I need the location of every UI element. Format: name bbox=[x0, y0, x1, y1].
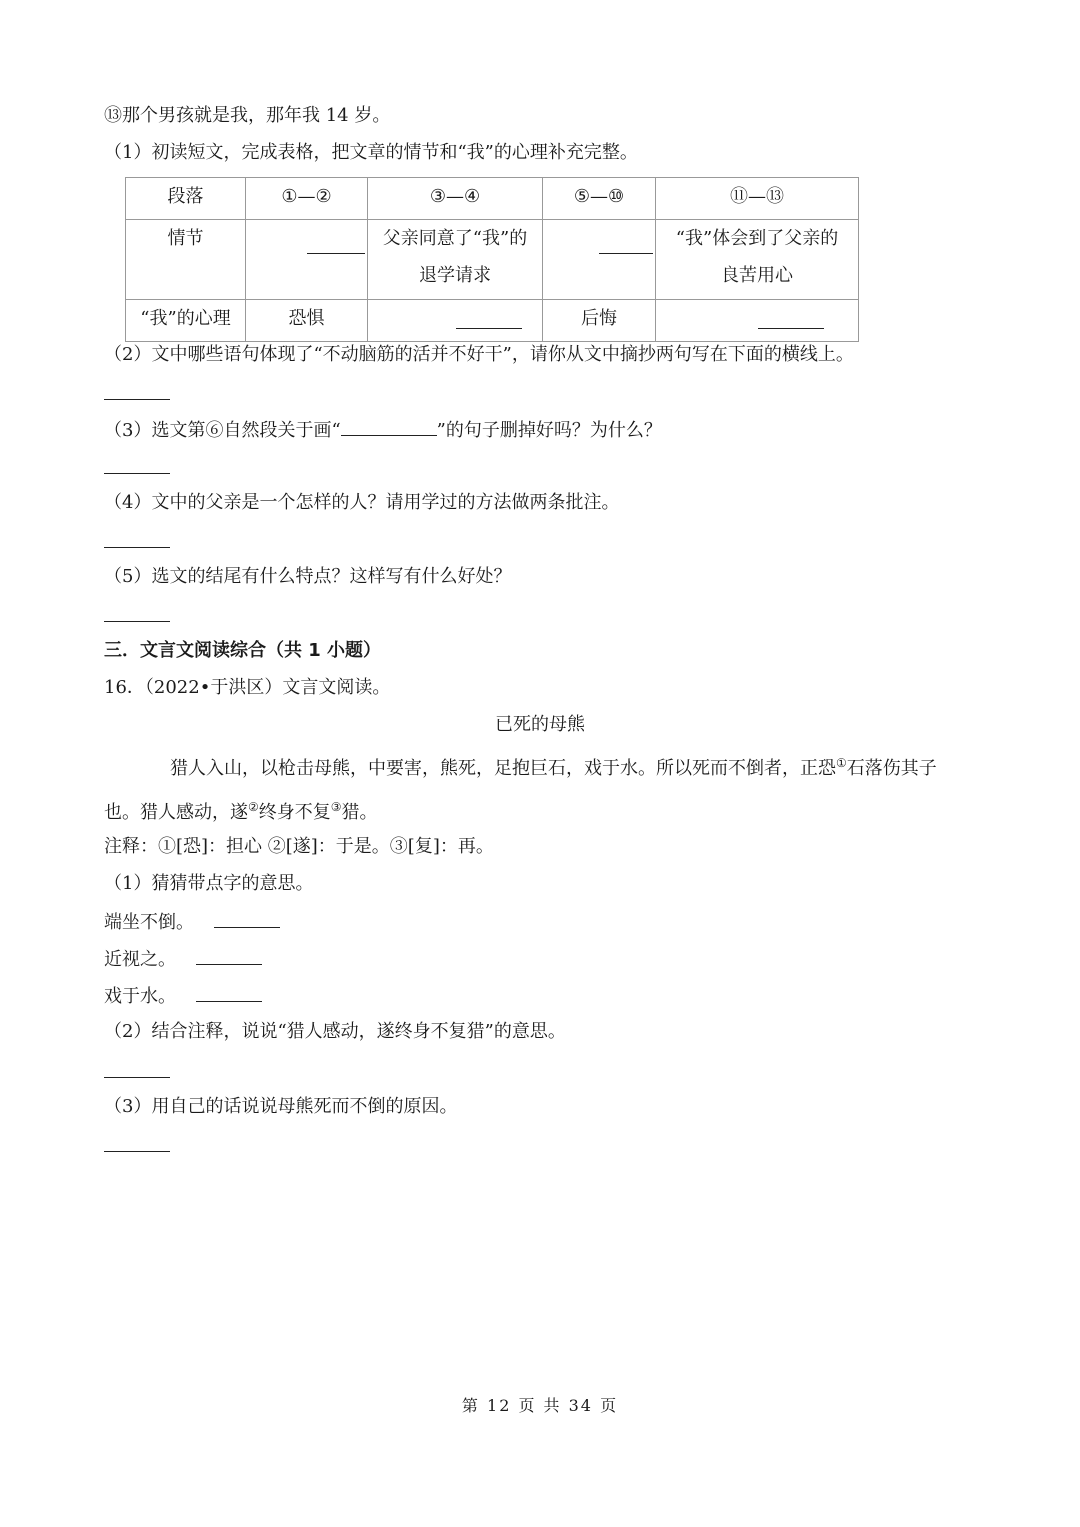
note-mark: ③ bbox=[330, 800, 342, 814]
table-header-cell: 段落 bbox=[167, 186, 204, 207]
word-item-a bbox=[104, 909, 280, 935]
section-heading: 三．文言文阅读综合（共 1 小题） bbox=[104, 640, 382, 661]
passage-text: 猎人入山，以枪击母熊，中要害，熊死，足抱巨石，戏于水。所以死而不倒者，正恐 bbox=[170, 758, 836, 779]
plot-cell-2-line1: 父亲同意了“我”的 bbox=[382, 228, 528, 249]
answer-blank[interactable] bbox=[341, 417, 437, 436]
passage-title: 已死的母熊 bbox=[495, 714, 585, 735]
plot-cell-4-line1: “我”体会到了父亲的 bbox=[675, 228, 839, 249]
answer-blank[interactable] bbox=[599, 235, 653, 254]
answer-line[interactable] bbox=[104, 473, 170, 474]
question-16: 16．（2022•于洪区）文言文阅读。 bbox=[104, 677, 391, 698]
word-question-1: （1）猜猜带点字的意思。 bbox=[104, 873, 314, 894]
answer-blank[interactable] bbox=[196, 983, 262, 1002]
answer-blank[interactable] bbox=[214, 909, 280, 928]
word-text: 戏于水。 bbox=[104, 986, 176, 1007]
page-footer: 第 12 页 共 34 页 bbox=[461, 1396, 619, 1415]
word-item-c bbox=[104, 983, 262, 1009]
plot-table bbox=[125, 177, 859, 342]
row-label-mind: “我”的心理 bbox=[140, 308, 231, 329]
paragraph-13: ⑬那个男孩就是我，那年我 14 岁。 bbox=[104, 105, 391, 126]
row-label-plot: 情节 bbox=[167, 228, 204, 249]
question-5: （5）选文的结尾有什么特点？这样写有什么好处？ bbox=[104, 566, 512, 587]
passage-text: 猎。 bbox=[341, 802, 378, 823]
table-header-cell: ⑪—⑬ bbox=[730, 186, 784, 207]
question-1-prompt: （1）初读短文，完成表格，把文章的情节和“我”的心理补充完整。 bbox=[104, 142, 638, 163]
answer-line[interactable] bbox=[104, 547, 170, 548]
plot-cell-4-line2: 良苦用心 bbox=[721, 265, 793, 286]
word-question-2: （2）结合注释，说说“猎人感动，遂终身不复猎”的意思。 bbox=[104, 1021, 566, 1042]
table-header-cell: ③—④ bbox=[429, 186, 481, 207]
passage-line-2 bbox=[104, 795, 378, 825]
plot-cell-2-line2: 退学请求 bbox=[419, 265, 491, 286]
answer-blank[interactable] bbox=[196, 946, 262, 965]
question-4: （4）文中的父亲是一个怎样的人？请用学过的方法做两条批注。 bbox=[104, 492, 620, 513]
answer-line[interactable] bbox=[104, 621, 170, 622]
answer-blank[interactable] bbox=[456, 310, 522, 329]
answer-line[interactable] bbox=[104, 1151, 170, 1152]
question-3 bbox=[104, 417, 662, 443]
passage-text: 也。猎人感动，遂 bbox=[104, 802, 248, 823]
table-header-cell: ⑤—⑩ bbox=[573, 186, 625, 207]
annotation-notes: 注释：①[恐]：担心 ②[遂]：于是。③[复]：再。 bbox=[104, 836, 494, 857]
question-3-part-b: ”的句子删掉好吗？为什么？ bbox=[436, 420, 662, 441]
word-text: 端坐不倒。 bbox=[104, 912, 194, 933]
passage-line-1 bbox=[170, 751, 937, 781]
note-mark: ① bbox=[836, 756, 847, 770]
question-2: （2）文中哪些语句体现了“不动脑筋的活并不好干”，请你从文中摘抄两句写在下面的横线上。 bbox=[104, 344, 854, 365]
table-header-cell: ①—② bbox=[281, 186, 332, 207]
answer-line[interactable] bbox=[104, 1077, 170, 1078]
note-mark: ② bbox=[248, 800, 259, 814]
word-question-3: （3）用自己的话说说母熊死而不倒的原因。 bbox=[104, 1096, 458, 1117]
word-item-b bbox=[104, 946, 262, 972]
answer-line[interactable] bbox=[104, 399, 170, 400]
mind-cell-3: 后悔 bbox=[581, 308, 617, 329]
passage-text: 石落伤其子 bbox=[846, 758, 937, 779]
answer-blank[interactable] bbox=[307, 235, 365, 254]
question-3-part-a: （3）选文第⑥自然段关于画“ bbox=[104, 420, 341, 441]
passage-text: 终身不复 bbox=[258, 802, 331, 823]
word-text: 近视之。 bbox=[104, 949, 176, 970]
mind-cell-1: 恐惧 bbox=[288, 308, 325, 329]
answer-blank[interactable] bbox=[758, 310, 824, 329]
